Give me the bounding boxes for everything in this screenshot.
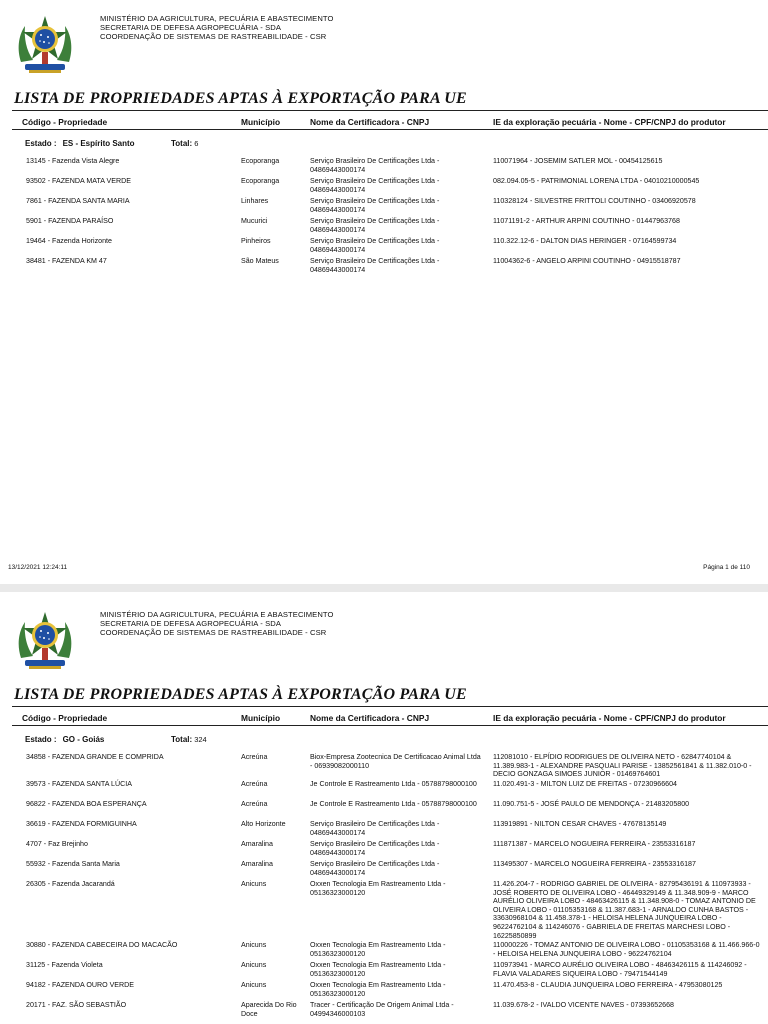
table-row — [0, 1001, 768, 1021]
cell-propriedade: 94182 - FAZENDA OURO VERDE — [26, 981, 135, 989]
property-list — [0, 157, 768, 277]
table-row — [0, 820, 768, 840]
cell-municipio: Acreúna — [241, 780, 268, 788]
state-label: Estado : — [25, 139, 57, 148]
cell-propriedade: 5901 - FAZENDA PARAÍSO — [26, 217, 114, 225]
table-row — [0, 753, 768, 780]
cell-propriedade: 93502 - FAZENDA MATA VERDE — [26, 177, 131, 185]
column-header-ie: IE da exploração pecuária - Nome - CPF/CNPJ do produtor — [493, 713, 726, 723]
org-line-coordination: COORDENAÇÃO DE SISTEMAS DE RASTREABILIDADE - CSR — [100, 628, 327, 637]
table-row — [0, 880, 768, 941]
cell-ie: 11.090.751-5 - JOSÉ PAULO DE MENDONÇA - 21483205800 — [493, 800, 690, 808]
table-row — [0, 840, 768, 860]
cell-ie: 110.322.12-6 - DALTON DIAS HERINGER - 07164599734 — [493, 237, 677, 245]
cell-municipio: Acreúna — [241, 753, 268, 761]
brazil-coat-of-arms-icon — [15, 12, 75, 78]
state-value: GO - Goiás — [62, 735, 105, 744]
cell-certificadora: Serviço Brasileiro De Certificações Ltda - 04869443000174 — [310, 840, 440, 857]
report-page-2 — [0, 596, 768, 1024]
cell-propriedade: 38481 - FAZENDA KM 47 — [26, 257, 107, 265]
cell-certificadora: Serviço Brasileiro De Certificações Ltda - 04869443000174 — [310, 257, 440, 274]
organization-header — [100, 610, 334, 637]
cell-certificadora: Serviço Brasileiro De Certificações Ltda - 04869443000174 — [310, 177, 440, 194]
cell-propriedade: 4707 - Faz Brejinho — [26, 840, 88, 848]
cell-propriedade: 13145 - Fazenda Vista Alegre — [26, 157, 120, 165]
cell-ie: 111871387 - MARCELO NOGUEIRA FERREIRA - 23553316187 — [493, 840, 696, 848]
cell-ie: 112081010 - ELPÍDIO RODRIGUES DE OLIVEIRA NETO - 62847740104 & 11.389.983-1 - ALEXANDRE PASQUALI PARISE - 13852561841 & 11.382.010-0 - DECIO GONZAGA SIMOES JUNIOR - 01469764601 — [493, 753, 752, 779]
cell-propriedade: 34858 - FAZENDA GRANDE E COMPRIDA — [26, 753, 164, 761]
cell-propriedade: 36619 - FAZENDA FORMIGUINHA — [26, 820, 137, 828]
cell-municipio: Amaralina — [241, 840, 273, 848]
cell-certificadora: Serviço Brasileiro De Certificações Ltda - 04869443000174 — [310, 820, 440, 837]
cell-certificadora: Serviço Brasileiro De Certificações Ltda - 04869443000174 — [310, 237, 440, 254]
table-row — [0, 860, 768, 880]
cell-ie: 110328124 - SILVESTRE FRITTOLI COUTINHO - 03406920578 — [493, 197, 696, 205]
org-line-secretariat: SECRETARIA DE DEFESA AGROPECUÁRIA - SDA — [100, 619, 281, 628]
property-list — [0, 753, 768, 1021]
cell-propriedade: 19464 - Fazenda Horizonte — [26, 237, 112, 245]
table-row — [0, 177, 768, 197]
cell-certificadora: Oxxen Tecnologia Em Rastreamento Ltda - 05136323000120 — [310, 961, 446, 978]
cell-ie: 113919891 - NILTON CESAR CHAVES - 47678135149 — [493, 820, 667, 828]
table-row — [0, 961, 768, 981]
cell-municipio: Aparecida Do Rio Doce — [241, 1001, 297, 1018]
table-row — [0, 941, 768, 961]
brazil-coat-of-arms-icon — [15, 608, 75, 674]
cell-municipio: Anicuns — [241, 961, 267, 969]
cell-certificadora: Je Controle E Rastreamento Ltda - 05788798000100 — [310, 780, 477, 788]
report-title: LISTA DE PROPRIEDADES APTAS À EXPORTAÇÃO PARA UE — [14, 90, 467, 107]
cell-certificadora: Oxxen Tecnologia Em Rastreamento Ltda - 05136323000120 — [310, 941, 446, 958]
column-header-municipio: Município — [241, 713, 281, 723]
cell-municipio: Alto Horizonte — [241, 820, 286, 828]
total-value: 6 — [194, 139, 199, 148]
table-row — [0, 780, 768, 800]
organization-header — [100, 14, 334, 41]
footer-page-number: Página 1 de 110 — [703, 564, 750, 571]
footer-timestamp: 13/12/2021 12:24:11 — [8, 564, 68, 571]
org-line-secretariat: SECRETARIA DE DEFESA AGROPECUÁRIA - SDA — [100, 23, 281, 32]
cell-ie: 110973941 - MARCO AURÉLIO OLIVEIRA LOBO - 48463426115 & 114246092 - FLAVIA VALADARES SIQUEIRA LOBO - 79471544149 — [493, 961, 747, 978]
cell-ie: 110000226 - TOMAZ ANTONIO DE OLIVEIRA LOBO - 01105353168 & 11.466.966-0 - HELOISA HELENA JUNQUEIRA LOBO - 96224762104 — [493, 941, 760, 958]
state-value: ES - Espírito Santo — [62, 139, 135, 148]
cell-ie: 11.426.204-7 - RODRIGO GABRIEL DE OLIVEIRA - 82795436191 & 110973933 - JOSÉ ROBERTO DE OLIVEIRA LOBO - 46449329149 & 11.348.909-9 - MARCO AURÉLIO OLIVEIRA LOBO - 48463426115 & 11.348.908-0 - TOMAZ ANTONIO DE OLIVEIRA LOBO - 01105353168 & 11.387.683-1 - ARNALDO CUNHA BASTOS - 33630968104 & 11.458.378-1 - HELOISA HELENA JUNQUEIRA LOBO - 96224762104 & 114246076 - GABRIELA DE FREITAS MARCHESI LOBO - 16225850899 — [493, 880, 756, 940]
cell-propriedade: 55932 - Fazenda Santa Maria — [26, 860, 120, 868]
state-group-label — [25, 139, 135, 148]
cell-propriedade: 26305 - Fazenda Jacarandá — [26, 880, 115, 888]
org-line-coordination: COORDENAÇÃO DE SISTEMAS DE RASTREABILIDADE - CSR — [100, 32, 327, 41]
title-divider — [12, 706, 768, 707]
cell-ie: 11.039.678-2 - IVALDO VICENTE NAVES - 07393652668 — [493, 1001, 674, 1009]
cell-municipio: Anicuns — [241, 981, 267, 989]
column-header-propriedade: Código - Propriedade — [22, 117, 108, 127]
cell-certificadora: Oxxen Tecnologia Em Rastreamento Ltda - 05136323000120 — [310, 880, 446, 897]
org-line-ministry: MINISTÉRIO DA AGRICULTURA, PECUÁRIA E ABASTECIMENTO — [100, 610, 334, 619]
cell-municipio: Acreúna — [241, 800, 268, 808]
state-total — [171, 139, 198, 148]
cell-ie: 11.020.491-3 - MILTON LUIZ DE FREITAS - 07230966604 — [493, 780, 677, 788]
cell-ie: 082.094.05-5 - PATRIMONIAL LORENA LTDA - 04010210000545 — [493, 177, 700, 185]
cell-municipio: Pinheiros — [241, 237, 271, 245]
cell-propriedade: 7861 - FAZENDA SANTA MARIA — [26, 197, 130, 205]
cell-propriedade: 30880 - FAZENDA CABECEIRA DO MACACÃO — [26, 941, 178, 949]
cell-municipio: São Mateus — [241, 257, 279, 265]
cell-municipio: Ecoporanga — [241, 157, 280, 165]
column-header-certificadora: Nome da Certificadora - CNPJ — [310, 117, 430, 127]
total-value: 324 — [194, 735, 207, 744]
state-label: Estado : — [25, 735, 57, 744]
cell-municipio: Amaralina — [241, 860, 273, 868]
table-row — [0, 157, 768, 177]
cell-ie: 11.470.453-8 - CLAUDIA JUNQUEIRA LOBO FERREIRA - 47953080125 — [493, 981, 723, 989]
org-line-ministry: MINISTÉRIO DA AGRICULTURA, PECUÁRIA E ABASTECIMENTO — [100, 14, 334, 23]
total-label: Total: — [171, 139, 193, 148]
cell-propriedade: 96822 - FAZENDA BOA ESPERANÇA — [26, 800, 147, 808]
state-group-label — [25, 735, 104, 744]
cell-propriedade: 39573 - FAZENDA SANTA LÚCIA — [26, 780, 132, 788]
cell-certificadora: Oxxen Tecnologia Em Rastreamento Ltda - 05136323000120 — [310, 981, 446, 998]
cell-municipio: Mucurici — [241, 217, 268, 225]
cell-ie: 11071191-2 - ARTHUR ARPINI COUTINHO - 01447963768 — [493, 217, 680, 225]
state-total — [171, 735, 207, 744]
column-header-ie: IE da exploração pecuária - Nome - CPF/CNPJ do produtor — [493, 117, 726, 127]
cell-municipio: Anicuns — [241, 941, 267, 949]
column-header-propriedade: Código - Propriedade — [22, 713, 108, 723]
cell-ie: 110071964 - JOSEMIM SATLER MOL - 00454125615 — [493, 157, 663, 165]
header-divider — [12, 725, 768, 726]
header-divider — [12, 129, 768, 130]
title-divider — [12, 110, 768, 111]
table-row — [0, 981, 768, 1001]
table-row — [0, 257, 768, 277]
table-row — [0, 197, 768, 217]
cell-certificadora: Serviço Brasileiro De Certificações Ltda - 04869443000174 — [310, 197, 440, 214]
total-label: Total: — [171, 735, 193, 744]
column-header-municipio: Município — [241, 117, 281, 127]
table-row — [0, 800, 768, 820]
cell-certificadora: Serviço Brasileiro De Certificações Ltda - 04869443000174 — [310, 217, 440, 234]
page-separator — [0, 584, 768, 592]
cell-ie: 113495307 - MARCELO NOGUEIRA FERREIRA - 23553316187 — [493, 860, 696, 868]
column-header-certificadora: Nome da Certificadora - CNPJ — [310, 713, 430, 723]
table-row — [0, 217, 768, 237]
cell-certificadora: Serviço Brasileiro De Certificações Ltda - 04869443000174 — [310, 157, 440, 174]
report-title: LISTA DE PROPRIEDADES APTAS À EXPORTAÇÃO PARA UE — [14, 686, 467, 703]
cell-propriedade: 20171 - FAZ. SÃO SEBASTIÃO — [26, 1001, 127, 1009]
table-row — [0, 237, 768, 257]
cell-ie: 11004362-6 - ANGELO ARPINI COUTINHO - 04915518787 — [493, 257, 681, 265]
cell-certificadora: Biox-Empresa Zootecnica De Certificacao Animal Ltda - 06939082000110 — [310, 753, 481, 770]
cell-municipio: Linhares — [241, 197, 269, 205]
cell-certificadora: Je Controle E Rastreamento Ltda - 05788798000100 — [310, 800, 477, 808]
cell-municipio: Ecoporanga — [241, 177, 280, 185]
cell-municipio: Anicuns — [241, 880, 267, 888]
cell-certificadora: Serviço Brasileiro De Certificações Ltda - 04869443000174 — [310, 860, 440, 877]
cell-propriedade: 31125 - Fazenda Violeta — [26, 961, 103, 969]
cell-certificadora: Tracer - Certificação De Origem Animal Ltda - 04994346000103 — [310, 1001, 454, 1018]
